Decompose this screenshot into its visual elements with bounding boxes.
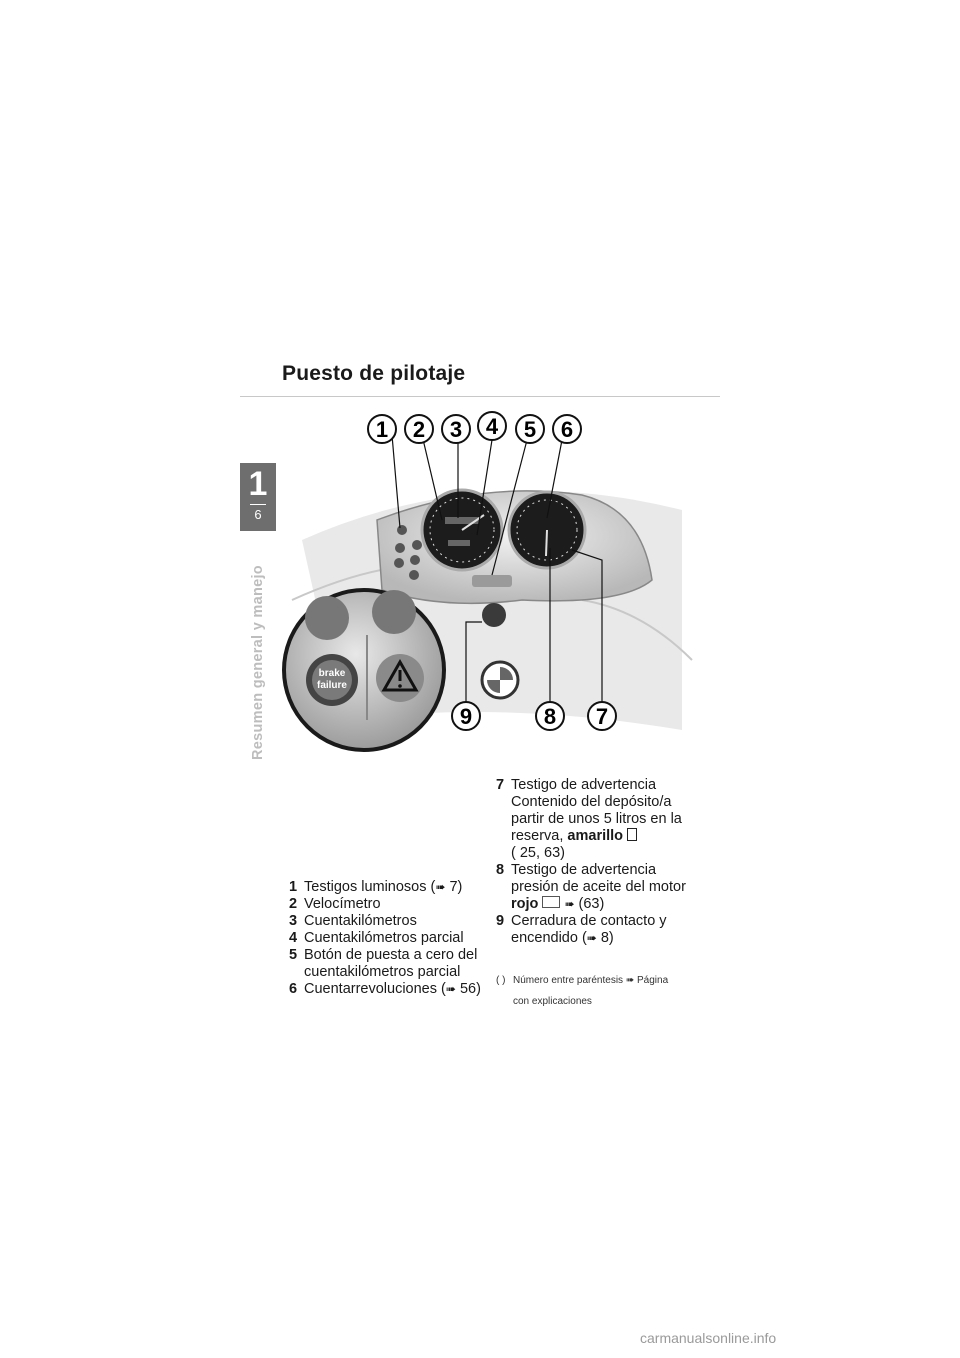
callout-8	[536, 702, 564, 730]
ignition-lock	[482, 603, 506, 627]
legend-item-9: 9 Cerradura de contacto y encendido (➠ 8)	[496, 913, 667, 946]
legend-item-2: 2 Velocímetro	[289, 896, 381, 912]
callout-1	[368, 415, 396, 443]
fuel-pump-icon	[627, 828, 637, 841]
legend-item-1: 1 Testigos luminosos (➠ 7)	[289, 879, 463, 895]
legend-item-4: 4 Cuentakilómetros parcial	[289, 930, 464, 946]
callout-6	[553, 415, 581, 443]
svg-text:2: 2	[412, 417, 426, 442]
oil-can-icon	[542, 896, 560, 908]
callout-4	[478, 412, 506, 440]
callout-9	[452, 702, 480, 730]
svg-text:5: 5	[523, 417, 537, 442]
callout-3	[442, 415, 470, 443]
footnote: ( ) Número entre paréntesis ➠ Página con explicaciones	[496, 975, 669, 1007]
speedometer	[422, 490, 502, 570]
legend-item-7: 7 Testigo de advertencia Contenido del depósito/a partir de unos 5 litros en la reserva, amarillo ( 25, 63)	[496, 777, 682, 861]
page-number: 6	[254, 507, 262, 522]
page-title: Puesto de pilotaje	[282, 362, 466, 385]
lcd-display	[472, 575, 512, 587]
callout-5	[516, 415, 544, 443]
chapter-side-label: Resumen general y manejo	[250, 565, 266, 760]
legend-left	[289, 879, 489, 998]
legend-item-8: 8 Testigo de advertencia presión de aceite del motor rojo ➠ (63)	[496, 862, 686, 912]
tachometer	[509, 492, 585, 568]
chapter-divider	[250, 504, 266, 505]
inset-brake-label-2: failure	[316, 680, 348, 691]
svg-text:7: 7	[595, 704, 609, 729]
legend-item-3: 3 Cuentakilómetros	[289, 913, 417, 929]
svg-text:1: 1	[375, 417, 389, 442]
inset-brake-label-1: brake	[318, 668, 346, 679]
watermark: carmanualsonline.info	[640, 1330, 777, 1346]
legend-right	[496, 777, 706, 947]
svg-text:4: 4	[485, 414, 499, 439]
title-rule	[240, 396, 720, 397]
legend-item-5: 5 Botón de puesta a cero del cuentakilómetros parcial	[289, 947, 478, 980]
svg-text:9: 9	[459, 704, 473, 729]
svg-text:6: 6	[560, 417, 574, 442]
callout-2	[405, 415, 433, 443]
chapter-number: 1	[248, 465, 268, 503]
chapter-tab	[240, 463, 276, 531]
svg-text:3: 3	[449, 417, 463, 442]
legend-item-6: 6 Cuentarrevoluciones (➠ 56)	[289, 981, 481, 997]
inset-magnifier	[284, 590, 444, 750]
svg-text:8: 8	[543, 704, 557, 729]
callout-7	[588, 702, 616, 730]
cockpit-figure	[282, 400, 722, 760]
